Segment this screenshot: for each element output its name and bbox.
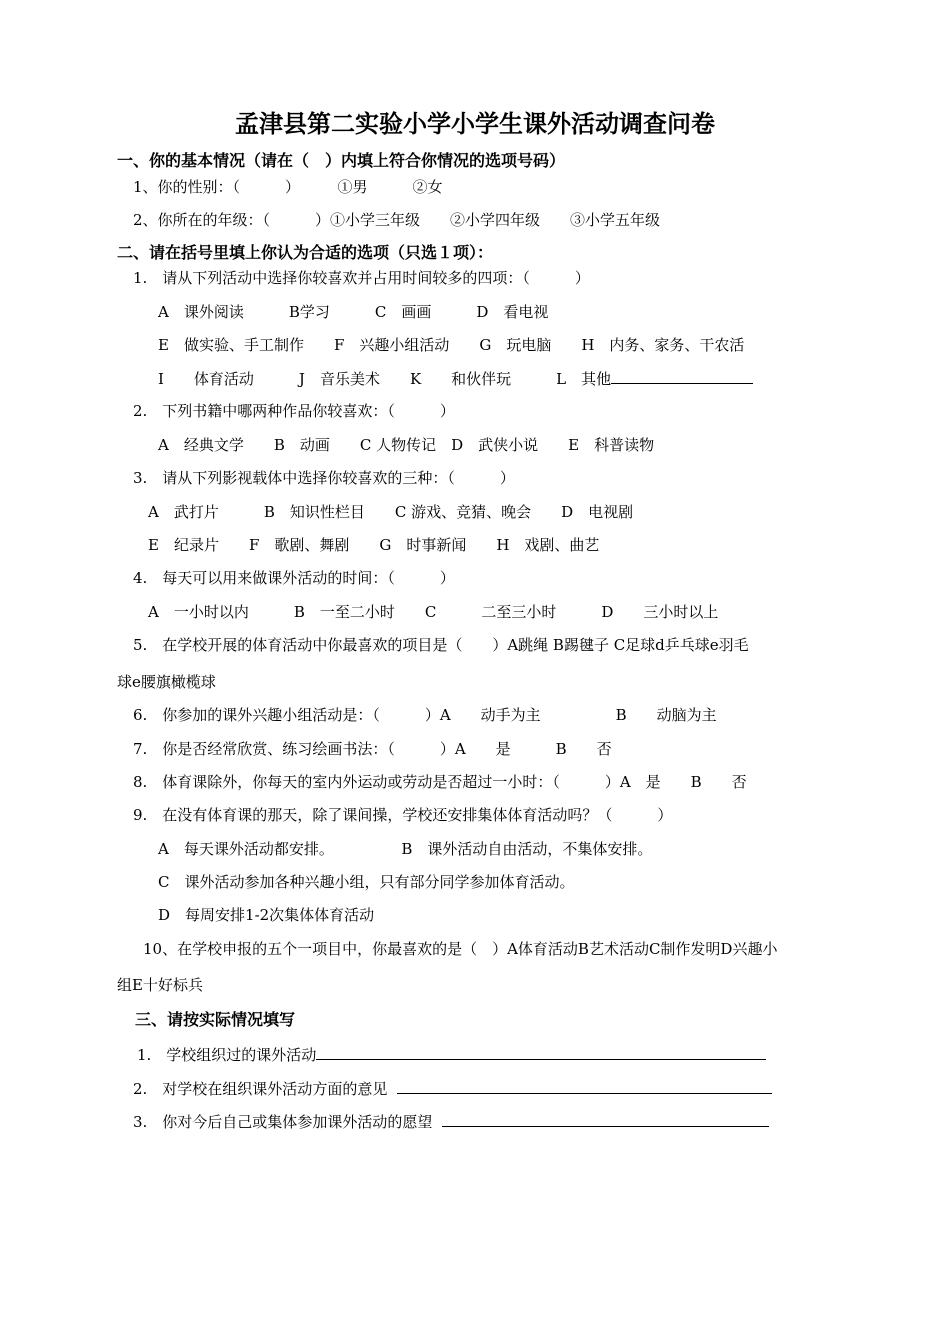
q1-other-blank[interactable]	[611, 368, 753, 384]
s3-question-1	[137, 1044, 766, 1065]
section-3-heading: 三、请按实际情况填写	[135, 1010, 296, 1029]
s3-question-3-blank[interactable]	[442, 1111, 769, 1127]
s3-question-2-text: 2. 对学校在组织课外活动方面的意见	[133, 1080, 388, 1098]
q3-options-row-1: A 武打片 B 知识性栏目 C 游戏、竞猜、晚会 D 电视剧	[148, 503, 634, 521]
s3-question-1-text: 1. 学校组织过的课外活动	[137, 1046, 317, 1064]
q10-line-2: 组E十好标兵	[117, 976, 203, 994]
q9-stem: 9. 在没有体育课的那天，除了课间操，学校还安排集体体育活动吗？（ ）	[133, 806, 673, 824]
q4-options-row-1: A 一小时以内 B 一至二小时 C 二至三小时 D 三小时以上	[148, 603, 719, 621]
q2-stem: 2. 下列书籍中哪两种作品你较喜欢：（ ）	[133, 402, 455, 420]
s1-question-gender: 1、你的性别：（ ） ①男 ②女	[133, 178, 443, 196]
q5-line-1: 5. 在学校开展的体育活动中你最喜欢的项目是（ ）A跳绳 B踢毽子 C足球d乒乓球e羽毛	[133, 636, 749, 654]
q5-line-2: 球e腰旗橄榄球	[117, 673, 216, 691]
q1-options-row-3	[158, 368, 753, 389]
s3-question-2-blank[interactable]	[397, 1078, 772, 1094]
q2-options-row-1: A 经典文学 B 动画 C 人物传记 D 武侠小说 E 科普读物	[158, 436, 655, 454]
q9-option-c: C 课外活动参加各种兴趣小组，只有部分同学参加体育活动。	[158, 873, 575, 891]
s3-question-2	[133, 1078, 772, 1099]
q3-stem: 3. 请从下列影视载体中选择你较喜欢的三种：（ ）	[133, 469, 515, 487]
q7: 7. 你是否经常欣赏、练习绘画书法：（ ）A 是 B 否	[133, 740, 612, 758]
q1-stem: 1. 请从下列活动中选择你较喜欢并占用时间较多的四项：（ ）	[133, 269, 590, 287]
q1-options-row-2: E 做实验、手工制作 F 兴趣小组活动 G 玩电脑 H 内务、家务、干农活	[158, 336, 745, 354]
s3-question-1-blank[interactable]	[316, 1044, 766, 1060]
s1-question-grade: 2、你所在的年级：（ ）①小学三年级 ②小学四年级 ③小学五年级	[133, 211, 661, 229]
q10-line-1: 10、在学校申报的五个一项目中，你最喜欢的是（ ）A体育活动B艺术活动C制作发明D兴趣小	[143, 940, 778, 958]
s3-question-3-text: 3. 你对今后自己或集体参加课外活动的愿望	[133, 1113, 433, 1131]
q3-options-row-2: E 纪录片 F 歌剧、舞剧 G 时事新闻 H 戏剧、曲艺	[148, 536, 600, 554]
section-1-heading: 一、你的基本情况（请在（ ）内填上符合你情况的选项号码）	[117, 151, 566, 170]
q4-stem: 4. 每天可以用来做课外活动的时间：（ ）	[133, 569, 455, 587]
q6: 6. 你参加的课外兴趣小组活动是：（ ）A 动手为主 B 动脑为主	[133, 706, 717, 724]
q8: 8. 体育课除外，你每天的室内外运动或劳动是否超过一小时：（ ）A 是 B 否	[133, 773, 747, 791]
q9-option-a-b: A 每天课外活动都安排。 B 课外活动自由活动，不集体安排。	[158, 840, 653, 858]
q1-options-row-3-text: I 体育活动 J 音乐美术 K 和伙伴玩 L 其他	[158, 370, 612, 388]
q9-option-d: D 每周安排1-2次集体体育活动	[158, 906, 375, 924]
q1-options-row-1: A 课外阅读 B学习 C 画画 D 看电视	[158, 303, 549, 321]
section-2-heading: 二、请在括号里填上你认为合适的选项（只选１项）：	[117, 243, 494, 262]
document-title: 孟津县第二实验小学小学生课外活动调查问卷	[235, 110, 715, 138]
s3-question-3	[133, 1111, 769, 1132]
